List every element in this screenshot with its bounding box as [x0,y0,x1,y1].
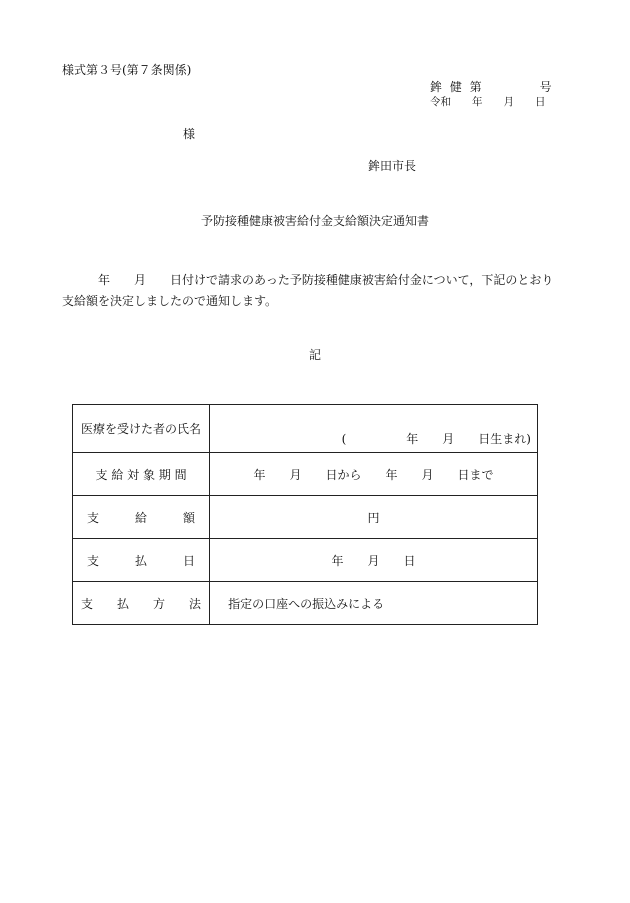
table-row [73,539,538,582]
form-number: 様式第３号(第７条関係) [62,63,192,77]
birth-date-line: ( 年 月 日生まれ) [341,432,531,446]
table-row [73,405,538,453]
table-label-payment-date: 支 払 日 [73,539,210,582]
table-label-payment-method: 支 払 方 法 [73,582,210,625]
table-value-payment-method: 指定の口座への振込みによる [210,582,538,625]
issuer: 鉾田市長 [368,159,417,173]
table-row [73,496,538,539]
body-paragraph: 年 月 日付けで請求のあった予防接種健康被害給付金について，下記のとおり支給額を決定しましたので通知します。 [62,273,554,308]
table-label-payment-period: 支 給 対 象 期 間 [73,453,210,496]
table-row [73,582,538,625]
table-value-recipient-name [210,405,538,453]
document-title: 予防接種健康被害給付金支給額決定通知書 [200,214,429,228]
details-table [72,404,538,625]
addressee: 様 [183,127,196,141]
ki-heading: 記 [308,348,321,362]
table-value-payment-amount: 円 [210,496,538,539]
table-label-payment-amount: 支 給 額 [73,496,210,539]
table-value-payment-period: 年 月 日から 年 月 日まで [210,453,538,496]
table-label-recipient-name: 医療を受けた者の氏名 [73,405,210,453]
table-row [73,453,538,496]
table-value-payment-date: 年 月 日 [210,539,538,582]
document-date: 令和 年 月 日 [430,96,546,108]
document-number: 鉾 健 第 号 [430,80,554,94]
